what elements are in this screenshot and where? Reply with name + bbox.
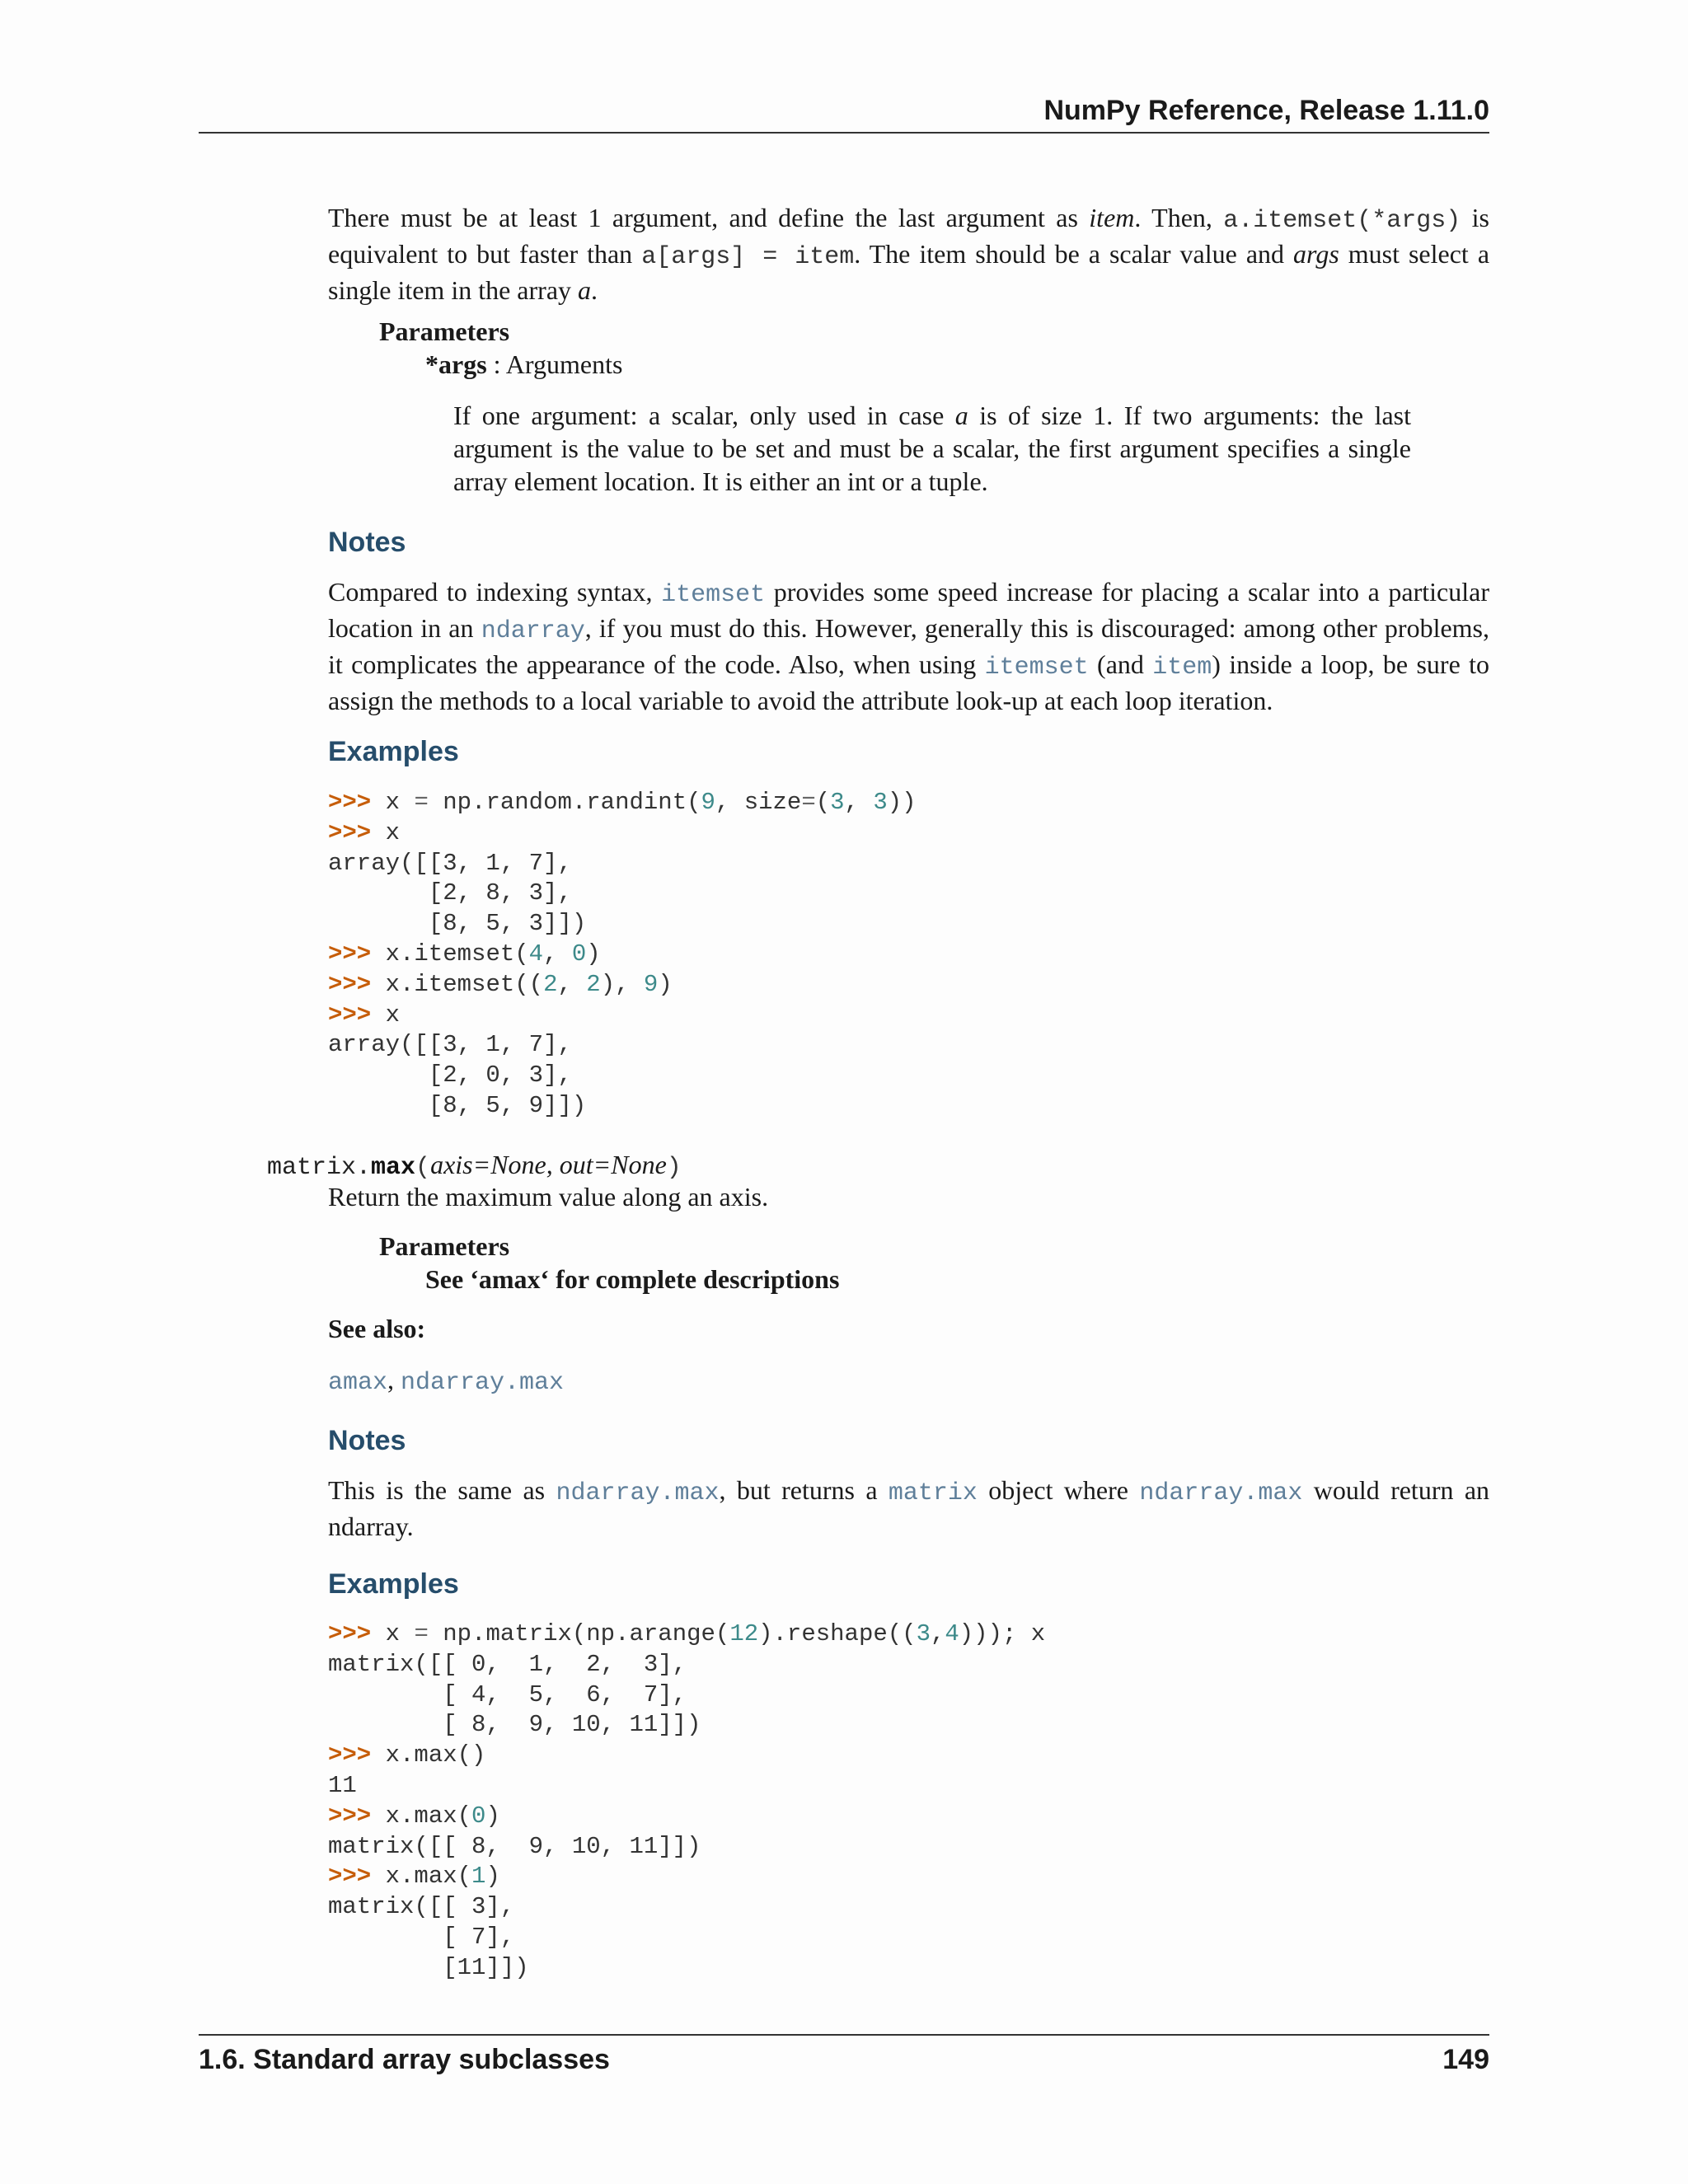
param-type: Arguments <box>505 349 623 379</box>
itemset-parameters-title: Parameters <box>379 316 510 346</box>
code-token: 11 <box>328 1771 357 1799</box>
code-token: = <box>414 789 429 816</box>
reference-link[interactable]: amax <box>328 1369 388 1397</box>
reference-link[interactable]: item <box>1152 654 1212 682</box>
code-token: 0 <box>571 940 587 968</box>
inline-code: a[args] = item <box>641 243 855 271</box>
sig-close: ) <box>666 1154 682 1182</box>
code-token: [ 4, 5, 6, 7], <box>328 1680 687 1708</box>
code-token: [ 7], <box>328 1923 515 1951</box>
code-line <box>328 1953 1045 1984</box>
sig-open: ( <box>415 1154 431 1182</box>
prompt-token: >>> <box>328 789 386 816</box>
reference-link[interactable]: ndarray.max <box>1139 1479 1303 1507</box>
code-line <box>328 1061 917 1091</box>
footer-section: 1.6. Standard array subclasses <box>199 2044 610 2075</box>
code-token: x <box>385 1620 415 1647</box>
text-run: is of size 1. If two arguments: the last argument is the value to be set and must be a scalar, the first argument specifies a single array element location. It is either an int or a tuple. <box>453 401 1412 496</box>
inline-code: a.itemset(*args) <box>1223 207 1461 235</box>
code-token: x.itemset(( <box>385 970 544 998</box>
code-token: x <box>385 789 415 816</box>
max-summary: Return the maximum value along an axis. <box>328 1182 769 1212</box>
itemset-examples-heading: Examples <box>328 736 459 767</box>
sig-args: axis=None, out=None <box>430 1150 667 1179</box>
code-line <box>328 849 917 879</box>
code-token: array([[3, 1, 7], <box>328 1031 572 1059</box>
code-token: [ 8, 9, 10, 11]]) <box>328 1711 701 1739</box>
itemset-example-code <box>328 788 917 1122</box>
max-notes-text <box>328 1474 1489 1543</box>
code-token: array([[3, 1, 7], <box>328 849 572 877</box>
max-example-code <box>328 1619 1045 1984</box>
text-run: . The item should be a scalar value and <box>854 239 1294 269</box>
prompt-token: >>> <box>328 940 386 968</box>
itemset-intro <box>328 201 1489 307</box>
code-token: [11]]) <box>328 1953 529 1981</box>
code-token: 2 <box>586 970 601 998</box>
sig-name: max <box>371 1154 416 1182</box>
code-token: ( <box>815 789 831 816</box>
code-token: 3 <box>873 789 888 816</box>
text-run: is equivalent to but faster than <box>328 203 1490 269</box>
prompt-token: >>> <box>328 1802 386 1830</box>
code-line <box>328 1862 1045 1892</box>
code-line <box>328 1832 1045 1863</box>
see-also-title: See also: <box>328 1314 426 1343</box>
reference-link[interactable]: ndarray <box>481 617 585 645</box>
text-run: If one argument: a scalar, only used in case <box>453 401 955 430</box>
text-run: provides some speed increase for placing a scalar into a particular location in an <box>328 577 1490 643</box>
text-run: There must be at least 1 argument, and define the last argument as <box>328 203 1090 232</box>
text-run: must select a single item in the array <box>328 239 1490 305</box>
sig-class: matrix. <box>267 1154 372 1182</box>
code-token: ) <box>485 1802 500 1830</box>
text-run: This is the same as <box>328 1475 556 1505</box>
code-line <box>328 1771 1045 1802</box>
code-token: , <box>844 789 874 816</box>
code-token: 0 <box>471 1802 486 1830</box>
itemset-param-args <box>425 348 622 381</box>
code-line <box>328 1923 1045 1953</box>
code-token: ).reshape(( <box>758 1620 917 1647</box>
code-token: = <box>801 789 816 816</box>
code-token: ))); x <box>959 1620 1046 1647</box>
code-token: 4 <box>945 1620 959 1647</box>
itemset-param-description <box>453 399 1411 498</box>
code-token: ), <box>600 970 644 998</box>
code-token: x <box>385 818 401 846</box>
text-run: object where <box>977 1475 1140 1505</box>
code-token: )) <box>887 789 917 816</box>
code-token: matrix([[ 0, 1, 2, 3], <box>328 1650 687 1678</box>
footer-rule <box>199 2034 1489 2036</box>
code-token: ) <box>586 940 601 968</box>
param-name: *args <box>425 349 487 379</box>
code-line <box>328 1001 917 1031</box>
see-also-links <box>328 1363 564 1399</box>
code-line <box>328 1030 917 1061</box>
code-token: np.random.randint( <box>428 789 701 816</box>
code-token: x <box>385 1001 401 1029</box>
text-run: , but returns a <box>719 1475 889 1505</box>
text-run: . <box>591 275 598 305</box>
itemset-notes-text <box>328 575 1489 717</box>
max-parameters-title: Parameters <box>379 1231 510 1261</box>
reference-link[interactable]: itemset <box>661 581 766 609</box>
reference-link[interactable]: ndarray.max <box>556 1479 720 1507</box>
code-token: [8, 5, 9]]) <box>328 1091 587 1119</box>
page-number: 149 <box>1442 2044 1489 2075</box>
emphasis: a <box>954 401 968 430</box>
reference-link[interactable]: itemset <box>984 654 1089 682</box>
code-token: , <box>930 1620 945 1647</box>
code-line <box>328 909 917 940</box>
code-token: x.max( <box>385 1802 472 1830</box>
code-token: 9 <box>643 970 659 998</box>
code-token: 4 <box>528 940 544 968</box>
code-token: matrix([[ 8, 9, 10, 11]]) <box>328 1832 701 1860</box>
code-line <box>328 1741 1045 1771</box>
prompt-token: >>> <box>328 970 386 998</box>
code-token: [2, 0, 3], <box>328 1062 572 1090</box>
text-run: ) inside a loop, be sure to assign the methods to a local variable to avoid the attribute look-up at each loop iteration. <box>328 649 1490 715</box>
code-token: [2, 8, 3], <box>328 879 572 907</box>
code-token: [8, 5, 3]]) <box>328 910 587 938</box>
prompt-token: >>> <box>328 818 386 846</box>
code-line <box>328 1619 1045 1650</box>
code-line <box>328 1892 1045 1923</box>
code-token: 9 <box>701 789 715 816</box>
code-token: 3 <box>830 789 845 816</box>
max-param-line: See ‘amax‘ for complete descriptions <box>425 1264 840 1294</box>
text-run: would return an ndarray. <box>328 1475 1490 1541</box>
code-line <box>328 1710 1045 1741</box>
itemset-notes-heading: Notes <box>328 527 406 558</box>
code-token: 2 <box>543 970 558 998</box>
max-examples-heading: Examples <box>328 1568 459 1600</box>
code-line <box>328 1650 1045 1680</box>
max-notes-heading: Notes <box>328 1425 406 1456</box>
code-line <box>328 940 917 970</box>
running-footer <box>199 2041 1489 2082</box>
reference-link[interactable]: ndarray.max <box>401 1369 565 1397</box>
running-header <box>199 92 1489 134</box>
code-token: 1 <box>471 1863 486 1891</box>
code-token: x.max() <box>385 1741 486 1769</box>
code-line <box>328 818 917 849</box>
text-run: (and <box>1088 649 1153 679</box>
reference-link[interactable]: matrix <box>888 1479 978 1507</box>
code-line <box>328 1680 1045 1711</box>
code-token: matrix([[ 3], <box>328 1893 515 1921</box>
prompt-token: >>> <box>328 1863 386 1891</box>
prompt-token: >>> <box>328 1620 386 1647</box>
code-line <box>328 788 917 818</box>
param-separator: : <box>486 349 506 379</box>
code-token: np.matrix(np.arange( <box>428 1620 730 1647</box>
code-line <box>328 970 917 1001</box>
emphasis: item <box>1089 203 1135 232</box>
text-run: , if you must do this. However, generally this is discouraged: among other problems, it complicates the appearance of the code. Also, when using <box>328 613 1490 679</box>
code-token: 12 <box>729 1620 759 1647</box>
code-line <box>328 879 917 909</box>
code-token: = <box>414 1620 429 1647</box>
text-run: , <box>387 1365 401 1394</box>
header-title: NumPy Reference, Release 1.11.0 <box>1043 95 1489 126</box>
code-token: x.itemset( <box>385 940 529 968</box>
prompt-token: >>> <box>328 1001 386 1029</box>
code-token: 3 <box>916 1620 931 1647</box>
emphasis: args <box>1293 239 1339 269</box>
text-run: . Then, <box>1134 203 1224 232</box>
code-token: , <box>557 970 587 998</box>
code-token: ) <box>658 970 673 998</box>
code-token: x.max( <box>385 1863 472 1891</box>
code-line <box>328 1802 1045 1832</box>
emphasis: a <box>578 275 592 305</box>
code-token: , <box>543 940 572 968</box>
code-token: , size <box>715 789 802 816</box>
prompt-token: >>> <box>328 1741 386 1769</box>
text-run: Compared to indexing syntax, <box>328 577 662 607</box>
code-token: ) <box>485 1863 500 1891</box>
code-line <box>328 1091 917 1122</box>
